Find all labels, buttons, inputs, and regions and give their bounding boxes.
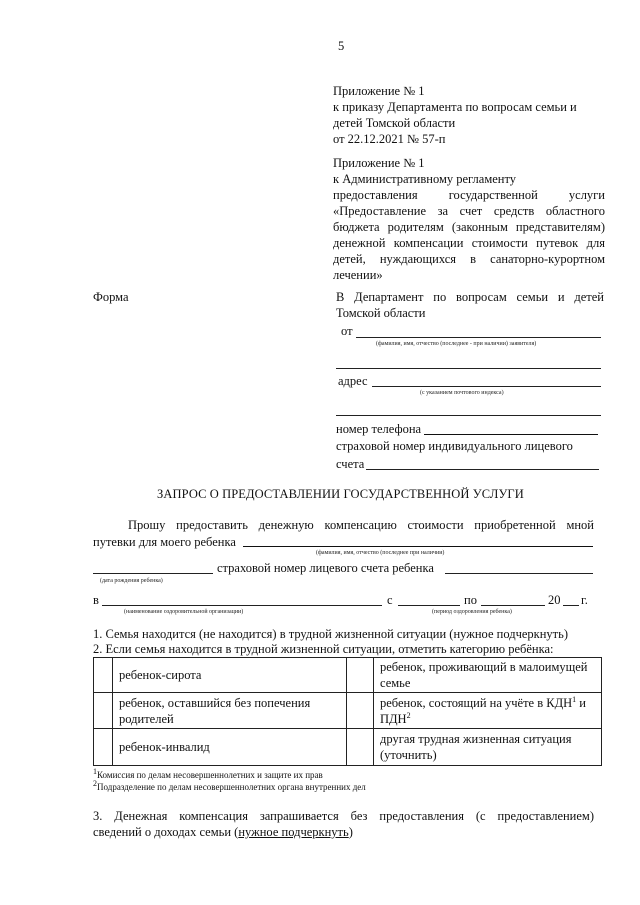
category-cell xyxy=(374,693,602,729)
applicant-name-hint: (фамилия, имя, отчество (последнее - при наличии) заявителя) xyxy=(376,341,537,347)
snils-field[interactable] xyxy=(366,469,599,470)
category-cell xyxy=(113,693,347,729)
child-name-hint: (фамилия, имя, отчество (последнее при наличии) xyxy=(316,550,445,556)
category-label: ребенок, состоящий на учёте в КДН xyxy=(380,695,573,710)
appendix-line: предоставления государственной услуги xyxy=(333,188,605,202)
appendix-line: от 22.12.2021 № 57-п xyxy=(333,132,446,146)
table-row xyxy=(94,658,602,693)
organization-hint: (наименование оздоровительной организации) xyxy=(124,609,244,615)
category-label: ребенок, оставшийся без попечения xyxy=(119,695,311,710)
category-checkbox[interactable] xyxy=(347,658,374,693)
footnote-mark: 1 xyxy=(572,694,577,704)
appendix-line: «Предоставление за счет средств областного xyxy=(333,204,605,218)
category-checkbox[interactable] xyxy=(94,729,113,766)
from-date-label: с xyxy=(387,593,393,607)
item-3-income-line2 xyxy=(93,824,353,840)
item-3-text: сведений о доходах семьи ( xyxy=(93,825,239,839)
appendix-line: денежной компенсации стоимости путевок для xyxy=(333,236,605,250)
child-snils-field[interactable] xyxy=(445,573,593,574)
form-label: Форма xyxy=(93,290,129,304)
appendix-regulation-block xyxy=(333,155,605,283)
table-row xyxy=(94,729,602,766)
address-field-2[interactable] xyxy=(336,415,601,416)
footnote-text: Комиссия по делам несовершеннолетних и защите их прав xyxy=(97,770,323,780)
footnote-2 xyxy=(93,779,366,793)
category-label: другая трудная жизненная ситуация xyxy=(380,732,572,746)
appendix-title: Приложение № 1 xyxy=(333,84,425,98)
page-number: 5 xyxy=(338,39,345,53)
organization-field[interactable] xyxy=(102,605,382,606)
year-field[interactable] xyxy=(563,605,579,606)
underline-hint: нужное подчеркнуть xyxy=(238,825,349,839)
period-hint: (период оздоровления ребенка) xyxy=(432,609,512,615)
category-label: ребенок-инвалид xyxy=(119,740,210,754)
phone-field[interactable] xyxy=(424,434,598,435)
voucher-label: путевки для моего ребенка xyxy=(93,535,236,549)
category-label: ребенок-сирота xyxy=(119,668,202,682)
to-date-field[interactable] xyxy=(481,605,545,606)
category-label: семье xyxy=(380,676,411,690)
request-title: ЗАПРОС О ПРЕДОСТАВЛЕНИИ ГОСУДАРСТВЕННОЙ УСЛУГИ xyxy=(157,487,524,501)
appendix-line: лечении» xyxy=(333,268,383,282)
item-1-family-situation: 1. Семья находится (не находится) в трудной жизненной ситуации (нужное подчеркнуть) xyxy=(93,627,568,641)
footnote-text: Подразделение по делам несовершеннолетних органа внутренних дел xyxy=(97,782,366,792)
addressee-line2: Томской области xyxy=(336,306,426,320)
item-3-income: 3. Денежная компенсация запрашивается без предоставления (с предоставлением) xyxy=(93,809,594,823)
category-label: родителей xyxy=(119,711,174,726)
year-suffix: г. xyxy=(581,593,588,607)
appendix-title: Приложение № 1 xyxy=(333,156,425,170)
child-dob-field[interactable] xyxy=(93,573,213,574)
year-label: 20 xyxy=(548,593,561,607)
addressee-line1: В Департамент по вопросам семьи и детей xyxy=(336,290,604,304)
table-row xyxy=(94,693,602,729)
applicant-name-field-2[interactable] xyxy=(336,368,601,369)
snils-label: страховой номер индивидуального лицевого xyxy=(336,439,573,453)
to-date-label: по xyxy=(464,593,477,607)
item-3-text: ) xyxy=(348,825,353,839)
category-cell xyxy=(113,729,347,766)
footnote-mark: 2 xyxy=(93,779,97,788)
phone-label: номер телефона xyxy=(336,422,422,436)
child-dob-hint: (дата рождения ребенка) xyxy=(100,578,163,584)
from-date-field[interactable] xyxy=(398,605,460,606)
address-field[interactable] xyxy=(372,386,601,387)
child-snils-label: страховой номер лицевого счета ребенка xyxy=(217,561,434,575)
category-checkbox[interactable] xyxy=(347,729,374,766)
request-paragraph: Прошу предоставить денежную компенсацию стоимости приобретенной мной xyxy=(128,518,594,532)
from-label: от xyxy=(341,324,353,338)
address-label: адрес xyxy=(338,374,368,388)
snils-label: счета xyxy=(336,457,365,471)
appendix-line: бюджета родителям (законным представителям) xyxy=(333,220,605,234)
category-label: ребенок, проживающий в малоимущей xyxy=(380,660,588,674)
category-checkbox[interactable] xyxy=(347,693,374,729)
category-label: (уточнить) xyxy=(380,748,437,762)
category-cell xyxy=(374,729,602,766)
in-label: в xyxy=(93,593,99,607)
footnote-mark: 2 xyxy=(406,710,411,720)
address-hint: (с указанием почтового индекса) xyxy=(420,390,504,396)
category-label: ПДН xyxy=(380,711,407,726)
appendix-order-block xyxy=(333,83,605,147)
category-checkbox[interactable] xyxy=(94,693,113,729)
footnote-1 xyxy=(93,767,323,781)
footnote-mark: 1 xyxy=(93,767,97,776)
category-table xyxy=(93,657,602,766)
category-label: и xyxy=(576,695,586,710)
category-checkbox[interactable] xyxy=(94,658,113,693)
child-name-field[interactable] xyxy=(243,546,593,547)
appendix-line: к приказу Департамента по вопросам семьи и xyxy=(333,100,577,114)
category-cell xyxy=(113,658,347,693)
appendix-line: детей Томской области xyxy=(333,116,456,130)
category-cell xyxy=(374,658,602,693)
appendix-line: к Административному регламенту xyxy=(333,172,517,186)
applicant-name-field[interactable] xyxy=(356,337,601,338)
appendix-line: детей, нуждающихся в санаторно-курортном xyxy=(333,252,605,266)
item-2-category: 2. Если семья находится в трудной жизненной ситуации, отметить категорию ребёнка: xyxy=(93,642,554,656)
